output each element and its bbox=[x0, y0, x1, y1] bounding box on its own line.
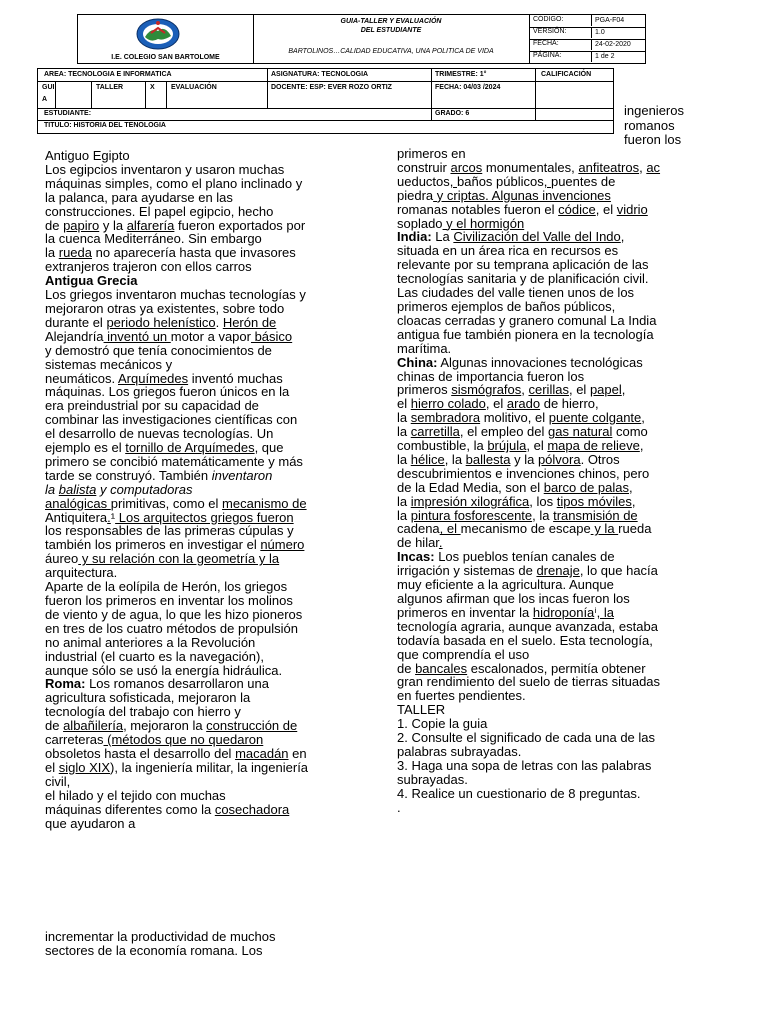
text-line: de hilar. bbox=[397, 535, 443, 551]
table-divider bbox=[38, 81, 613, 82]
underlined-term: sembradora bbox=[410, 410, 481, 426]
text-line: primeros ejemplos de baños públicos, bbox=[397, 298, 616, 314]
meta-value: 1.0 bbox=[591, 27, 605, 38]
underlined-term: . bbox=[107, 509, 111, 525]
underlined-term: analógicas bbox=[45, 495, 111, 511]
underlined-term: transmisión de bbox=[553, 507, 638, 523]
underlined-term: y la bbox=[590, 521, 619, 537]
underlined-term: y su relación con la geometría y la bbox=[78, 551, 280, 567]
side-note bbox=[624, 104, 684, 148]
underlined-term: hierro colado bbox=[410, 396, 486, 412]
right-column-text bbox=[397, 147, 717, 815]
underlined-term: arcos bbox=[450, 159, 483, 175]
meta-value: PGA-F04 bbox=[591, 15, 624, 26]
text-line: 1. Copie la guia bbox=[397, 716, 488, 732]
underlined-term: códice bbox=[558, 201, 596, 217]
left-column-continuation bbox=[45, 930, 365, 958]
text-line: 2. Consulte el significado de cada una de las bbox=[397, 730, 656, 746]
section-heading: Antigua Grecia bbox=[45, 273, 138, 289]
title-cell bbox=[253, 15, 530, 63]
meta-cell bbox=[529, 15, 645, 63]
text-line: Los griegos inventaron muchas tecnologías y bbox=[45, 287, 306, 303]
table-divider bbox=[431, 69, 432, 108]
underlined-term: papel bbox=[589, 382, 622, 398]
guide-subtitle: DEL ESTUDIANTE bbox=[360, 27, 422, 34]
text-line: irrigación y sistemas de drenaje, lo que hacía bbox=[397, 563, 658, 579]
meta-key: FECHA: bbox=[533, 40, 559, 47]
text-line: la sembradora molitivo, el puente colgante, bbox=[397, 410, 645, 426]
text-line: áureo y su relación con la geometría y la bbox=[45, 551, 280, 567]
text-line: que ayudaron a bbox=[45, 815, 136, 831]
underlined-term: papiro bbox=[63, 217, 100, 233]
underlined-term: tipos móviles bbox=[556, 493, 632, 509]
text-line: combinar las investigaciones científicas con bbox=[45, 412, 298, 428]
text-line: también los primeros en investigar el número bbox=[45, 537, 305, 553]
text-line: relevante por su temprana aplicación de las bbox=[397, 257, 649, 273]
text-line: el hierro colado, el arado de hierro, bbox=[397, 396, 599, 412]
text-line: ejemplo es el tornillo de Arquímedes, que bbox=[45, 440, 284, 456]
italic-text: la bbox=[45, 481, 56, 497]
underlined-term: , bbox=[449, 173, 457, 189]
grade-label: GRADO: 6 bbox=[435, 110, 470, 117]
underlined-term: Los arquitectos griegos fueron bbox=[115, 509, 294, 525]
underlined-term bbox=[59, 482, 97, 497]
text-line: gran rendimiento del suelo de tierras situadas bbox=[397, 674, 661, 690]
italic-text: balista bbox=[58, 481, 97, 497]
table-divider bbox=[91, 81, 92, 108]
table-divider bbox=[267, 69, 268, 81]
document-header bbox=[77, 14, 646, 64]
text-line: cadena, el mecanismo de escape y la rueda bbox=[397, 521, 652, 537]
text-line: tecnología agraria, aunque avanzada, estaba bbox=[397, 618, 658, 634]
text-line: piedra y criptas. Algunas invenciones bbox=[397, 187, 611, 203]
table-divider bbox=[535, 69, 536, 120]
text-line: primeros en bbox=[397, 146, 466, 161]
text-line: aunque sólo se usó la energía hidráulica. bbox=[45, 662, 283, 678]
underlined-term: construcción de bbox=[206, 718, 298, 734]
text-line: tecnología del trabajo con hierro y bbox=[45, 704, 241, 720]
underlined-term: hélice bbox=[410, 451, 445, 467]
text-line: la carretilla, el empleo del gas natural como bbox=[397, 424, 648, 440]
side-note-line: ingenieros bbox=[624, 103, 684, 118]
table-divider bbox=[431, 108, 432, 120]
text-line: situada en un área rica en recursos es bbox=[397, 243, 619, 259]
text-line: el desarrollo de nuevas tecnologías. Un bbox=[45, 426, 274, 442]
text-line: fueron los primeros en inventar los molinos bbox=[45, 593, 293, 608]
text-line: el hilado y el tejido con muchas bbox=[45, 787, 226, 803]
underlined-term: alfarería bbox=[126, 217, 175, 233]
text-line: los responsables de las primeras cúpulas y bbox=[45, 523, 294, 539]
text-line: de la Edad Media, son el barco de palas, bbox=[397, 479, 633, 495]
school-logo-icon bbox=[135, 17, 181, 51]
area-label: AREA: TECNOLOGIA E INFORMATICA bbox=[44, 71, 172, 78]
text-line: Las ciudades del valle tienen unos de los bbox=[397, 285, 635, 301]
text-line: Incas: Los pueblos tenían canales de bbox=[397, 549, 615, 565]
text-line: combustible, la brújula, el mapa de relieve, bbox=[397, 438, 644, 454]
title-label: TITULO: HISTORIA DEL TENOLOGIA bbox=[44, 122, 166, 129]
text-line: India: La Civilización del Valle del Indo, bbox=[397, 229, 625, 245]
text-line: la pintura fosforescente, la transmisión de bbox=[397, 507, 638, 523]
underlined-term: cerillas bbox=[528, 382, 569, 398]
text-line: Antiquitera.¹ Los arquitectos griegos fueron bbox=[45, 509, 294, 525]
section-heading: India: bbox=[397, 229, 432, 245]
table-divider bbox=[166, 81, 167, 108]
guide-title: GUIA-TALLER Y EVALUACIÓN bbox=[340, 18, 442, 25]
text-line: Alejandría inventó un motor a vapor básico bbox=[45, 328, 293, 344]
underlined-term: albañilería bbox=[63, 718, 124, 734]
text-line: sectores de la economía romana. Los bbox=[45, 942, 263, 958]
meta-row-page bbox=[529, 51, 645, 63]
underlined-term: pintura fosforescente bbox=[410, 507, 533, 523]
text-line: palabras subrayadas. bbox=[397, 743, 522, 759]
underlined-term: sismógrafos bbox=[451, 382, 522, 398]
underlined-term: , el bbox=[439, 521, 461, 537]
text-line: China: Algunas innovaciones tecnológicas bbox=[397, 354, 643, 370]
underlined-term: mapa de relieve bbox=[547, 438, 640, 454]
text-line: agricultura sofisticada, mejoraron la bbox=[45, 690, 251, 706]
text-line: máquinas diferentes como la cosechadora bbox=[45, 801, 290, 817]
underlined-term: ac bbox=[646, 159, 661, 175]
text-line: construir arcos monumentales, anfiteatros, ac bbox=[397, 159, 661, 175]
text-line: la hélice, la ballesta y la pólvora. Otros bbox=[397, 451, 620, 467]
underlined-term: drenaje bbox=[536, 563, 580, 579]
underlined-term: arado bbox=[506, 396, 541, 412]
text-line: la cuenca Mediterráneo. Sin embargo bbox=[45, 231, 262, 247]
text-line: carreteras (métodos que no quedaron bbox=[45, 732, 264, 748]
text-line: primeros sismógrafos, cerillas, el papel, bbox=[397, 382, 626, 398]
date-label: FECHA: 04/03 /2024 bbox=[435, 84, 501, 91]
text-line: Los egipcios inventaron y usaron muchas bbox=[45, 161, 285, 177]
underlined-term: carretilla bbox=[410, 424, 460, 440]
workshop-mark: X bbox=[150, 84, 155, 91]
section-heading: Incas: bbox=[397, 549, 435, 565]
text-line: máquinas simples, como el plano inclinado y bbox=[45, 175, 303, 191]
text-line: en tres de los cuatro métodos de propulsión bbox=[45, 620, 298, 636]
text-line: no animal anteriores a la Revolución bbox=[45, 634, 256, 650]
text-line: romanas notables fueron el códice, el vidrio bbox=[397, 201, 648, 217]
table-divider bbox=[55, 81, 56, 108]
underlined-term: Herón de bbox=[222, 314, 277, 330]
underlined-term: pólvora bbox=[537, 451, 581, 467]
text-line: el siglo XIX), la ingeniería militar, la ingeniería bbox=[45, 759, 309, 775]
text-line: durante el periodo helenístico. Herón de bbox=[45, 314, 277, 330]
text-line: industrial (el cuarto es la navegación), bbox=[45, 648, 264, 664]
workshop-label: TALLER bbox=[96, 84, 124, 91]
text-line: primero se concibió matemáticamente y más bbox=[45, 453, 303, 469]
underlined-term: bancales bbox=[415, 660, 468, 676]
table-divider bbox=[38, 120, 613, 121]
underlined-term: cosechadora bbox=[214, 801, 290, 817]
text-line: cloacas cerradas y granero comunal La India bbox=[397, 312, 657, 328]
text-line: 3. Haga una sopa de letras con las palabras bbox=[397, 757, 652, 773]
text-line: antigua fue también pionera en la tecnología bbox=[397, 326, 654, 342]
section-heading: Roma: bbox=[45, 676, 86, 692]
text-line: 4. Realice un cuestionario de 8 preguntas. bbox=[397, 785, 641, 801]
table-divider bbox=[267, 81, 268, 108]
underlined-term: número bbox=[260, 537, 305, 553]
underlined-term: y criptas. Algunas invenciones bbox=[433, 187, 611, 203]
text-line bbox=[45, 274, 365, 288]
underlined-term: anfiteatros bbox=[578, 159, 640, 175]
text-line: de viento y de agua, lo que les hizo pioneros bbox=[45, 606, 303, 622]
text-line: construcciones. El papel egipcio, hecho bbox=[45, 203, 274, 219]
underlined-term: . bbox=[438, 535, 443, 551]
text-line: muy eficiente a la agricultura. Aunque bbox=[397, 577, 614, 593]
evaluation-label: EVALUACIÓN bbox=[171, 84, 217, 91]
text-line: la rueda no aparecería hasta que invasores bbox=[45, 245, 296, 261]
text-line: ueductos, baños públicos, puentes de bbox=[397, 173, 616, 189]
text-line: neumáticos. Arquímedes inventó muchas bbox=[45, 370, 283, 386]
table-divider bbox=[38, 108, 613, 109]
italic-text: y computadoras bbox=[99, 481, 193, 497]
text-line bbox=[45, 483, 365, 497]
trimester-label: TRIMESTRE: 1° bbox=[435, 71, 487, 78]
underlined-term: hidroponía bbox=[532, 604, 595, 620]
text-line: . bbox=[397, 799, 401, 815]
student-label: ESTUDIANTE: bbox=[44, 110, 92, 117]
text-line: TALLER bbox=[397, 702, 446, 718]
underlined-term: básico bbox=[250, 328, 293, 344]
text-line: todavía basada en el suelo. Esta tecnología, bbox=[397, 632, 653, 648]
underlined-term: tornillo de Arquímedes bbox=[125, 440, 255, 456]
left-column-text bbox=[45, 149, 365, 830]
underlined-term: Arquímedes bbox=[118, 370, 189, 386]
underlined-term: inventó un bbox=[103, 328, 171, 344]
text-line: Antiguo Egipto bbox=[45, 148, 130, 163]
underlined-term: siglo XIX bbox=[58, 759, 111, 775]
text-line: que comprendía el uso bbox=[397, 646, 530, 662]
underlined-term: brújula bbox=[487, 438, 527, 454]
meta-key: PÁGINA: bbox=[533, 52, 562, 59]
text-line: marítima. bbox=[397, 340, 452, 356]
underlined-term: puente colgante bbox=[548, 410, 642, 426]
text-line: soplado y el hormigón bbox=[397, 215, 525, 231]
text-line: Aparte de la eolípila de Herón, los griegos bbox=[45, 579, 288, 595]
underlined-term: rueda bbox=[58, 245, 92, 261]
text-line: la palanca, para ayudarse en las bbox=[45, 189, 233, 205]
meta-key: VERSIÓN: bbox=[533, 28, 567, 35]
text-line: chinas de importancia fueron los bbox=[397, 368, 585, 384]
text-line: de papiro y la alfarería fueron exportados por bbox=[45, 217, 306, 233]
text-line: la impresión xilográfica, los tipos móviles, bbox=[397, 493, 636, 509]
underlined-term: (métodos que no quedaron bbox=[103, 732, 264, 748]
meta-value: 24-02-2020 bbox=[591, 39, 631, 50]
text-line: era preindustrial por su capacidad de bbox=[45, 398, 259, 414]
side-note-line: romanos bbox=[624, 117, 675, 133]
text-line: descubrimientos e invenciones chinos, pero bbox=[397, 465, 650, 481]
guide-label: GUI bbox=[42, 84, 55, 91]
school-slogan: BARTOLINOS…CALIDAD EDUCATIVA, UNA POLITICA DE VIDA bbox=[288, 48, 494, 55]
text-line: algunos afirman que los incas fueron los bbox=[397, 591, 630, 606]
underlined-term: mecanismo de bbox=[222, 495, 307, 511]
text-line: tarde se construyó. También inventaron bbox=[45, 467, 273, 483]
text-line: primeros en inventar la hidroponíaⁱ, la bbox=[397, 604, 614, 620]
meta-value: 1 de 2 bbox=[591, 51, 614, 62]
text-line: de bancales escalonados, permitía obtener bbox=[397, 660, 646, 676]
teacher-label: DOCENTE: ESP: EVER ROZO ORTIZ bbox=[271, 84, 392, 91]
info-table bbox=[37, 68, 614, 134]
logo-cell bbox=[78, 15, 254, 63]
underlined-term: barco de palas bbox=[543, 479, 629, 495]
text-line: civil, bbox=[45, 773, 71, 789]
grade-score-label: CALIFICACIÓN bbox=[541, 71, 592, 78]
underlined-term: Civilización del Valle del Indo bbox=[453, 229, 621, 245]
text-line: de albañilería, mejoraron la construcción de bbox=[45, 718, 298, 734]
side-note-line: fueron los bbox=[624, 132, 682, 147]
meta-key: CÓDIGO: bbox=[533, 16, 564, 23]
text-line: tecnologías sanitaria y de planificación civil. bbox=[397, 271, 649, 287]
section-heading: China: bbox=[397, 354, 438, 370]
italic-text: inventaron bbox=[211, 467, 273, 483]
underlined-term: vidrio bbox=[616, 201, 648, 217]
text-line: y demostró que tenía conocimientos de bbox=[45, 342, 272, 358]
text-line: obsoletos hasta el desarrollo del macadán en bbox=[45, 745, 307, 761]
subject-label: ASIGNATURA: TECNOLOGIA bbox=[271, 71, 369, 78]
text-line: arquitectura. bbox=[45, 565, 118, 581]
text-line: sistemas mecánicos y bbox=[45, 356, 173, 372]
underlined-term: y el hormigón bbox=[442, 215, 525, 231]
guide-label-cont: A bbox=[42, 96, 48, 103]
text-line: en fuertes pendientes. bbox=[397, 688, 526, 704]
school-name: I.E. COLEGIO SAN BARTOLOME bbox=[111, 54, 220, 61]
text-line: incrementar la productividad de muchos bbox=[45, 929, 276, 944]
text-line: subrayadas. bbox=[397, 771, 468, 787]
text-line: mejoraron otras ya existentes, sobre todo bbox=[45, 300, 285, 316]
text-line: extranjeros trajeron con ellos carros bbox=[45, 259, 252, 275]
underlined-term: gas natural bbox=[548, 424, 613, 440]
underlined-term: , bbox=[543, 173, 551, 189]
text-line: máquinas. Los griegos fueron únicos en la bbox=[45, 384, 290, 400]
underlined-term: impresión xilográfica bbox=[410, 493, 530, 509]
table-divider bbox=[145, 81, 146, 108]
underlined-term: macadán bbox=[235, 745, 289, 761]
text-line: Roma: Los romanos desarrollaron una bbox=[45, 676, 270, 692]
underlined-term: , la bbox=[596, 604, 614, 620]
text-line: analógicas primitivas, como el mecanismo de bbox=[45, 495, 307, 511]
underlined-term: ballesta bbox=[465, 451, 511, 467]
underlined-term: periodo helenístico bbox=[106, 314, 216, 330]
